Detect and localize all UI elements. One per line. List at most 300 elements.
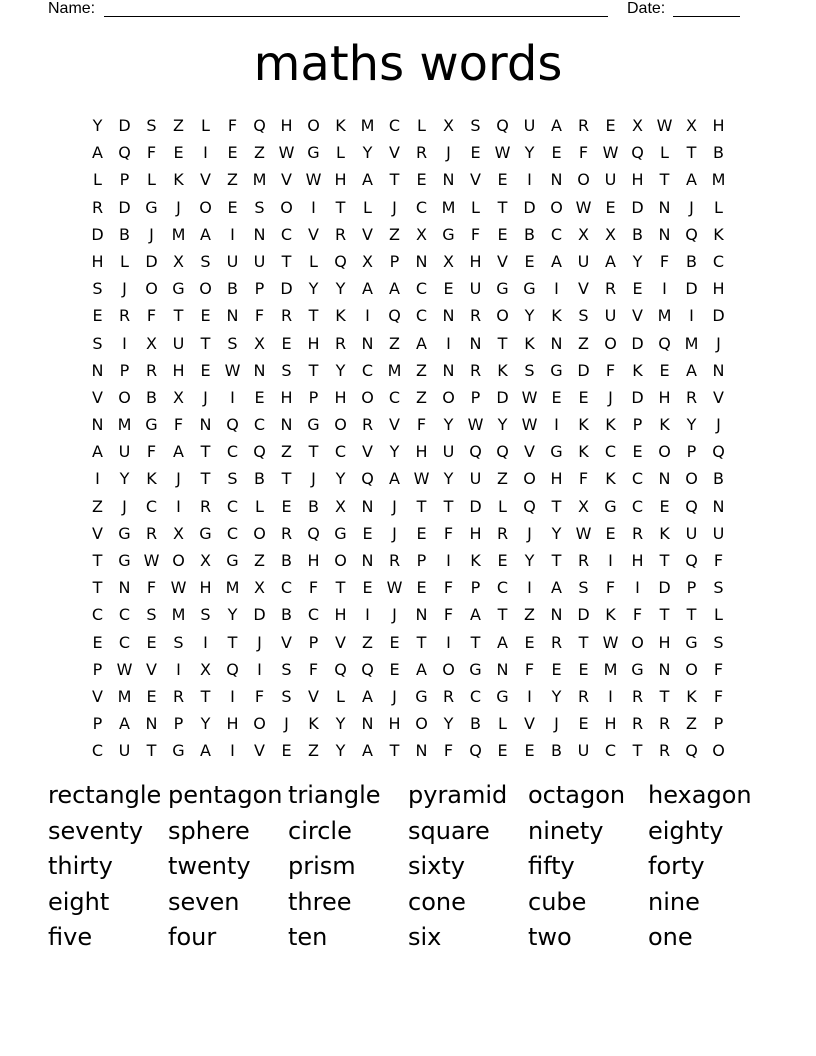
grid-cell: K [146,469,157,489]
grid-cell: E [659,360,670,380]
grid-cell: M [387,360,402,380]
grid-cell: R [91,197,104,217]
grid-cell: H [280,387,293,407]
grid-cell: A [686,170,697,190]
grid-cell: E [362,523,373,543]
grid-cell: X [443,251,454,271]
grid-cell: D [631,387,644,407]
grid-cell: X [146,333,157,353]
grid-cell: D [496,387,509,407]
grid-cell: D [91,224,104,244]
grid-cell: Z [173,116,184,135]
grid-cell: U [685,523,698,543]
grid-cell: T [659,551,670,570]
grid-cell: J [608,387,613,407]
grid-cell: R [145,523,158,543]
grid-cell: T [200,442,211,462]
grid-cell: S [227,469,238,489]
grid-cell: O [577,170,590,190]
grid-cell: O [496,306,509,326]
grid-cell: Q [496,116,509,135]
grid-cell: Q [685,741,698,761]
grid-cell: W [224,360,241,380]
grid-cell: I [230,387,235,407]
grid-cell: N [496,659,509,679]
word-list-item: rectangle [48,781,162,809]
grid-cell: C [280,578,293,598]
grid-cell: C [226,523,239,543]
grid-cell: E [551,659,562,679]
grid-cell: Q [361,659,374,679]
grid-cell: N [712,496,725,516]
grid-cell: C [415,306,428,326]
grid-cell: E [254,387,265,407]
grid-cell: P [308,387,319,407]
grid-cell: O [631,632,644,652]
grid-cell: E [497,170,508,190]
grid-cell: W [575,197,592,217]
grid-cell: T [92,578,103,598]
grid-cell: S [146,116,157,135]
grid-cell: W [278,143,295,163]
grid-cell: T [335,197,346,217]
grid-cell: M [171,224,186,244]
grid-cell: U [172,333,185,353]
grid-cell: K [659,415,670,435]
grid-cell: U [118,442,131,462]
grid-cell: R [469,360,482,380]
grid-cell: E [227,143,238,163]
grid-cell: D [712,306,725,326]
grid-cell: C [91,605,104,625]
grid-cell: A [119,714,130,734]
grid-cell: M [117,415,132,435]
grid-cell: T [470,632,481,652]
grid-cell: F [713,551,724,570]
grid-cell: N [442,170,455,190]
grid-cell: E [281,496,292,516]
grid-cell: B [119,224,130,244]
grid-cell: T [497,333,508,353]
grid-cell: S [200,605,211,625]
grid-cell: Q [361,469,374,489]
grid-cell: T [659,686,670,706]
grid-cell: U [469,279,482,299]
grid-cell: X [578,496,589,516]
grid-cell: T [443,496,454,516]
word-list-item: ninety [528,816,604,845]
grid-cell: W [170,578,187,598]
grid-cell: N [253,224,266,244]
grid-cell: N [658,197,671,217]
grid-cell: R [496,523,509,543]
grid-cell: A [362,279,373,299]
grid-cell: Y [335,714,346,734]
grid-cell: U [577,741,590,761]
grid-cell: T [200,333,211,353]
grid-cell: M [171,605,186,625]
grid-cell: E [416,578,427,598]
word-list [48,778,768,956]
grid-cell: I [203,632,208,652]
word-list-item: five [48,923,93,951]
grid-cell: H [631,170,644,190]
grid-cell: E [416,170,427,190]
grid-cell: C [118,605,131,625]
grid-cell: L [498,714,507,734]
grid-cell: S [254,197,265,217]
grid-cell: D [118,197,131,217]
grid-cell: N [361,333,374,353]
grid-cell: U [604,306,617,326]
grid-cell: I [365,306,370,326]
grid-cell: F [173,415,184,435]
grid-cell: Z [497,469,508,489]
grid-cell: Z [416,360,427,380]
grid-cell: J [392,686,397,706]
grid-cell: B [632,224,643,244]
grid-cell: C [415,279,428,299]
grid-cell: V [200,170,211,190]
grid-cell: M [441,197,456,217]
word-list-item: cube [528,887,587,916]
grid-cell: Z [254,143,265,163]
grid-cell: Q [685,551,698,570]
grid-cell: S [713,632,724,652]
grid-cell: M [360,116,375,135]
grid-cell: O [712,741,725,761]
grid-cell: K [497,360,508,380]
grid-cell: T [200,469,211,489]
grid-cell: F [605,360,616,380]
grid-cell: P [470,387,481,407]
grid-cell: Z [389,224,400,244]
word-list-item: square [408,816,490,845]
grid-cell: R [577,551,590,570]
grid-cell: Q [253,116,266,135]
grid-cell: Z [92,496,103,516]
grid-cell: L [120,251,129,271]
grid-cell: V [470,170,481,190]
grid-cell: K [659,523,670,543]
grid-cell: J [203,387,208,407]
grid-cell: F [713,659,724,679]
grid-cell: Q [334,251,347,271]
grid-cell: C [712,251,725,271]
word-list-item: seven [168,887,240,916]
grid-cell: N [199,415,212,435]
grid-cell: Q [712,442,725,462]
grid-cell: W [602,632,619,652]
grid-cell: O [253,523,266,543]
grid-cell: G [118,551,131,570]
grid-cell: W [116,659,133,679]
grid-cell: S [470,116,481,135]
grid-cell: I [365,605,370,625]
grid-cell: F [443,741,454,761]
grid-cell: J [716,415,721,435]
grid-cell: O [253,714,266,734]
date-field-line [673,16,740,17]
grid-cell: H [334,387,347,407]
grid-cell: E [605,116,616,135]
grid-cell: K [578,442,589,462]
grid-cell: W [521,387,538,407]
grid-cell: H [469,251,482,271]
grid-cell: M [657,306,672,326]
grid-cell: S [578,306,589,326]
grid-cell: A [389,469,400,489]
grid-cell: J [527,523,532,543]
grid-cell: C [631,496,644,516]
grid-cell: H [712,116,725,135]
word-list-item: twenty [168,852,251,880]
grid-cell: F [443,578,454,598]
grid-cell: V [308,224,319,244]
grid-cell: B [713,143,724,163]
grid-cell: H [226,714,239,734]
grid-cell: Z [281,442,292,462]
grid-cell: P [308,632,319,652]
grid-cell: V [335,632,346,652]
grid-cell: A [362,170,373,190]
grid-cell: N [415,251,428,271]
grid-cell: F [443,605,454,625]
grid-cell: B [146,387,157,407]
grid-cell: Z [686,714,697,734]
grid-cell: Y [524,143,535,163]
grid-cell: T [497,197,508,217]
word-list-item: pyramid [408,781,508,809]
grid-cell: H [388,714,401,734]
grid-cell: H [658,387,671,407]
grid-cell: C [145,496,158,516]
word-list-item: eighty [648,816,724,845]
name-field-line [104,16,608,17]
grid-cell: C [496,578,509,598]
grid-cell: D [631,333,644,353]
grid-cell: Y [632,251,643,271]
grid-cell: E [632,442,643,462]
grid-cell: N [226,306,239,326]
grid-cell: E [416,523,427,543]
grid-cell: W [521,415,538,435]
grid-cell: T [389,741,400,761]
grid-cell: M [252,170,267,190]
grid-cell: O [442,387,455,407]
grid-cell: J [392,197,397,217]
grid-cell: V [632,306,643,326]
grid-cell: S [92,333,103,353]
grid-cell: C [469,686,482,706]
grid-cell: T [578,632,589,652]
grid-cell: D [658,578,671,598]
word-list-item: prism [288,852,356,880]
word-list-item: nine [648,887,700,916]
grid-cell: M [603,659,618,679]
grid-cell: O [658,442,671,462]
grid-cell: N [658,224,671,244]
grid-cell: Q [253,442,266,462]
grid-cell: A [362,741,373,761]
grid-cell: X [605,224,616,244]
name-label: Name: [48,0,96,17]
grid-cell: J [392,605,397,625]
grid-cell: E [605,523,616,543]
grid-cell: T [173,306,184,326]
grid-cell: X [686,116,697,135]
grid-cell: S [281,659,292,679]
grid-cell: O [118,387,131,407]
grid-cell: R [631,714,644,734]
grid-cell: N [550,170,563,190]
grid-cell: E [281,333,292,353]
grid-cell: R [118,306,131,326]
grid-cell: J [554,714,559,734]
grid-cell: Q [658,333,671,353]
grid-cell: T [281,469,292,489]
grid-cell: O [550,197,563,217]
grid-cell: B [551,741,562,761]
grid-cell: O [361,387,374,407]
grid-cell: O [523,469,536,489]
grid-cell: X [416,224,427,244]
grid-cell: T [146,741,157,761]
grid-cell: F [524,659,535,679]
grid-cell: Q [496,442,509,462]
letter-grid [84,112,732,765]
grid-cell: Y [686,415,697,435]
grid-cell: D [523,197,536,217]
grid-cell: E [470,143,481,163]
word-list-item: eight [48,887,110,916]
grid-cell: I [662,279,667,299]
grid-cell: L [309,251,318,271]
grid-cell: C [550,224,563,244]
grid-cell: H [199,578,212,598]
grid-cell: O [604,333,617,353]
word-list-item: one [648,923,693,951]
grid-cell: Q [631,143,644,163]
grid-cell: W [656,116,673,135]
grid-cell: T [686,605,697,625]
grid-cell: K [335,306,346,326]
grid-cell: I [608,551,613,570]
grid-cell: O [415,714,428,734]
grid-cell: H [307,551,320,570]
grid-cell: T [335,578,346,598]
grid-cell: J [176,197,181,217]
grid-cell: B [686,251,697,271]
grid-cell: G [415,686,428,706]
grid-cell: L [714,605,723,625]
grid-cell: N [550,333,563,353]
grid-cell: R [469,306,482,326]
grid-cell: T [308,442,319,462]
grid-cell: T [551,551,562,570]
grid-cell: J [716,333,721,353]
grid-cell: L [147,170,156,190]
date-label: Date: [627,0,666,17]
grid-cell: E [92,306,103,326]
grid-cell: U [577,251,590,271]
grid-cell: S [578,578,589,598]
grid-cell: P [119,170,130,190]
grid-cell: N [280,415,293,435]
grid-cell: U [604,170,617,190]
grid-cell: F [470,224,481,244]
grid-cell: B [281,605,292,625]
grid-cell: Y [524,551,535,570]
grid-cell: T [497,605,508,625]
grid-cell: T [281,251,292,271]
grid-cell: E [524,251,535,271]
grid-cell: J [149,224,154,244]
grid-cell: V [578,279,589,299]
grid-cell: Z [416,387,427,407]
grid-cell: H [550,469,563,489]
grid-cell: Y [443,469,454,489]
page-title: maths words [253,36,563,92]
grid-cell: I [554,415,559,435]
grid-cell: V [524,442,535,462]
grid-cell: F [254,306,265,326]
grid-cell: E [173,143,184,163]
grid-cell: A [173,442,184,462]
grid-cell: C [226,442,239,462]
grid-cell: A [92,143,103,163]
grid-cell: Q [685,496,698,516]
grid-cell: P [254,279,265,299]
grid-cell: E [551,387,562,407]
grid-cell: U [118,741,131,761]
grid-cell: N [415,605,428,625]
grid-cell: L [336,686,345,706]
grid-cell: R [604,279,617,299]
grid-cell: A [200,224,211,244]
grid-cell: E [578,387,589,407]
grid-cell: F [416,415,427,435]
grid-cell: K [686,686,697,706]
grid-cell: N [658,659,671,679]
grid-cell: H [631,551,644,570]
grid-cell: E [200,360,211,380]
grid-cell: L [363,197,372,217]
grid-cell: R [361,415,374,435]
word-list-item: two [528,923,572,951]
grid-cell: G [631,659,644,679]
grid-cell: D [469,496,482,516]
grid-cell: E [146,686,157,706]
grid-cell: J [257,632,262,652]
grid-cell: H [658,632,671,652]
grid-cell: E [524,741,535,761]
grid-cell: E [578,659,589,679]
grid-cell: V [281,632,292,652]
grid-cell: G [307,415,320,435]
grid-cell: E [497,224,508,244]
grid-cell: E [281,741,292,761]
grid-cell: W [413,469,430,489]
grid-cell: L [417,116,426,135]
grid-cell: I [446,333,451,353]
grid-cell: Q [307,523,320,543]
grid-cell: F [578,469,589,489]
grid-cell: A [389,279,400,299]
grid-cell: F [632,605,643,625]
grid-cell: C [226,496,239,516]
grid-cell: M [711,170,726,190]
